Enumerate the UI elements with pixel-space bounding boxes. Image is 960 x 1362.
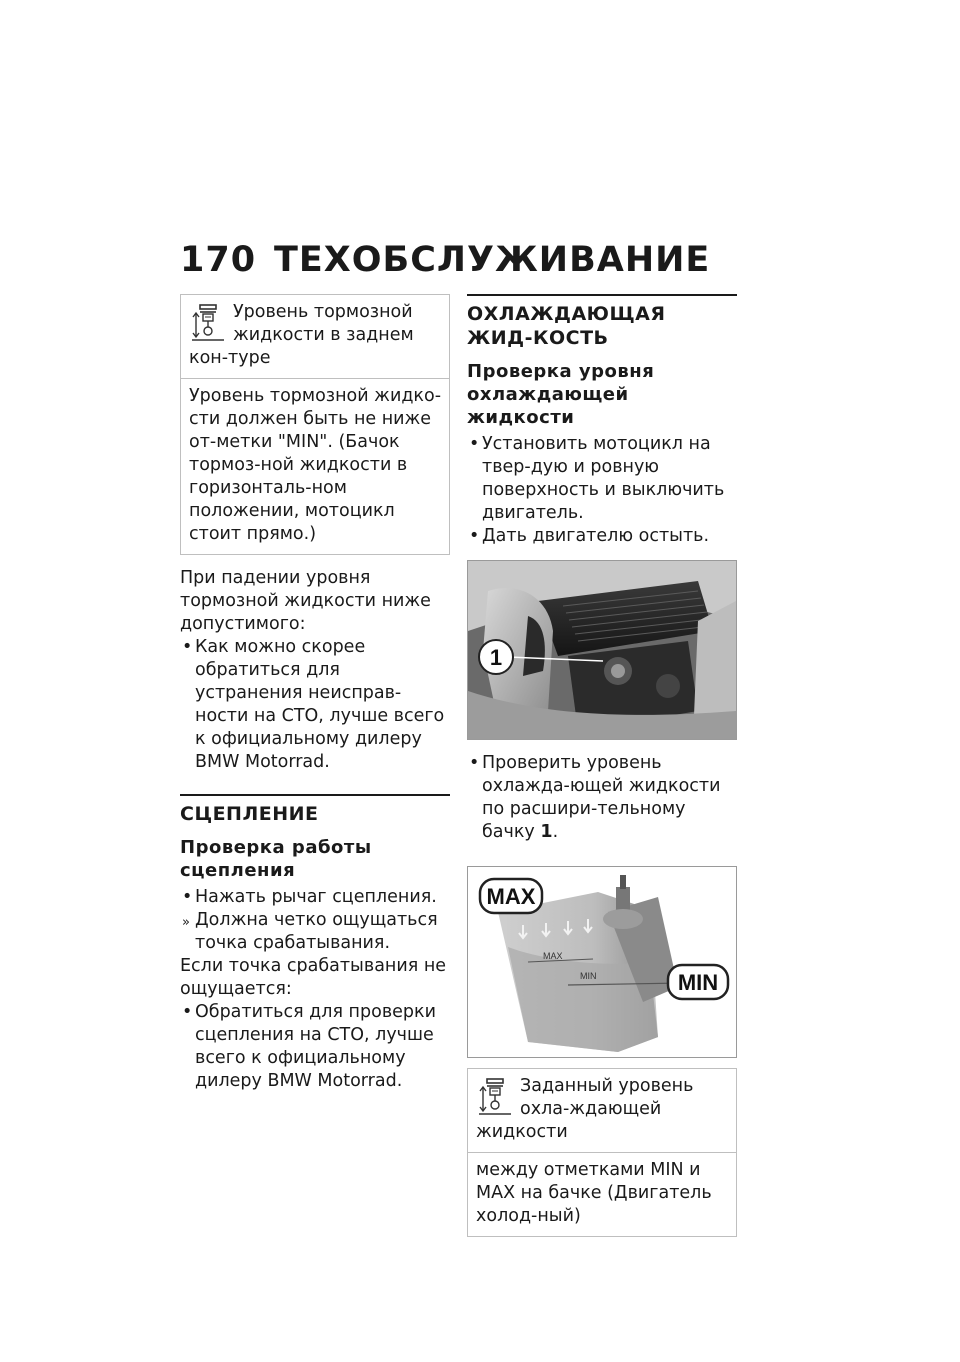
tank-min-mark: MIN xyxy=(580,971,597,981)
page-number: 170 xyxy=(180,240,257,280)
bullet-mark: • xyxy=(469,753,480,773)
coolant-level-spec-box xyxy=(467,1068,737,1237)
subsection-title-coolant-check: Проверка уровня охлаждающей жидкости xyxy=(467,361,655,428)
bullet-text: Обратиться для проверки сцепления на СТО, лучше всего к официальному дилеру BMW Motorrad. xyxy=(195,1002,436,1091)
bullet-item xyxy=(180,636,450,774)
bullet-mark: • xyxy=(469,434,480,454)
subsection-title-clutch-check: Проверка работы сцепления xyxy=(180,837,372,881)
bullet-item xyxy=(180,886,450,909)
level-gauge-icon xyxy=(476,1077,514,1117)
section-title-clutch: СЦЕПЛЕНИЕ xyxy=(180,803,319,825)
level-gauge-icon xyxy=(189,303,227,343)
page-title: ТЕХОБСЛУЖИВАНИЕ xyxy=(274,240,711,280)
reference-number: 1 xyxy=(540,822,553,842)
bullet-text: Установить мотоцикл на твер-дую и ровную поверхность и выключить двигатель. xyxy=(482,434,725,523)
bullet-text: Проверить уровень охлажда-ющей жидкости по расшири-тельному бачку xyxy=(482,753,721,842)
coolant-level-illustration xyxy=(468,867,736,1057)
spec-value: между отметками MIN и MAX на бачке (Двигатель холод-ный) xyxy=(476,1160,712,1226)
bullet-item: • Проверить уровень охлажда-ющей жидкости по расшири-тельному бачку 1. xyxy=(469,753,721,842)
clutch-condition: Если точка срабатывания не ощущается: xyxy=(180,956,447,999)
result-text: Должна четко ощущаться точка срабатывания. xyxy=(195,910,438,953)
right-column xyxy=(467,294,737,1237)
brake-low-intro: При падении уровня тормозной жидкости ниже допустимого: xyxy=(180,568,431,634)
spec-title: Заданный уровень охла-ждающей жидкости xyxy=(476,1076,694,1142)
max-label: MAX xyxy=(486,884,536,909)
spec-title: Уровень тормозной жидкости в заднем кон-туре xyxy=(189,302,414,368)
coolant-reservoir-illustration xyxy=(468,561,736,739)
bullet-text: Как можно скорее обратиться для устранения неисправ-ности на СТО, лучше всего к официальному дилеру BMW Motorrad. xyxy=(195,637,445,772)
left-column xyxy=(180,294,450,1093)
bullet-item xyxy=(467,525,737,548)
bullet-text: Дать двигателю остыть. xyxy=(482,526,710,546)
bullet-item xyxy=(180,1001,450,1093)
bullet-mark: • xyxy=(182,637,193,657)
brake-fluid-spec-box xyxy=(180,294,450,555)
section-title-coolant: ОХЛАЖДАЮЩАЯ ЖИД-КОСТЬ xyxy=(467,303,666,349)
bullet-mark: • xyxy=(182,887,193,907)
tank-max-mark: MAX xyxy=(543,951,563,961)
bullet-item xyxy=(467,433,737,525)
page-header xyxy=(180,240,740,288)
result-mark: » xyxy=(182,915,190,930)
min-label: MIN xyxy=(677,970,719,995)
bullet-mark: • xyxy=(182,1002,193,1022)
coolant-level-marks-photo xyxy=(467,866,737,1058)
result-item xyxy=(180,909,450,955)
section-rule xyxy=(467,294,737,296)
spec-box-header xyxy=(181,295,449,379)
bullet-text: Нажать рычаг сцепления. xyxy=(195,887,437,907)
callout-number: 1 xyxy=(489,645,503,670)
spec-box-header xyxy=(468,1069,736,1153)
spec-value: Уровень тормозной жидко-сти должен быть не ниже от-метки "MIN". (Бачок тормоз-ной жидкости в горизонталь-ном положении, мотоцикл стоит прямо.) xyxy=(189,386,442,544)
bullet-mark: • xyxy=(469,526,480,546)
coolant-reservoir-photo xyxy=(467,560,737,740)
section-rule xyxy=(180,794,450,796)
